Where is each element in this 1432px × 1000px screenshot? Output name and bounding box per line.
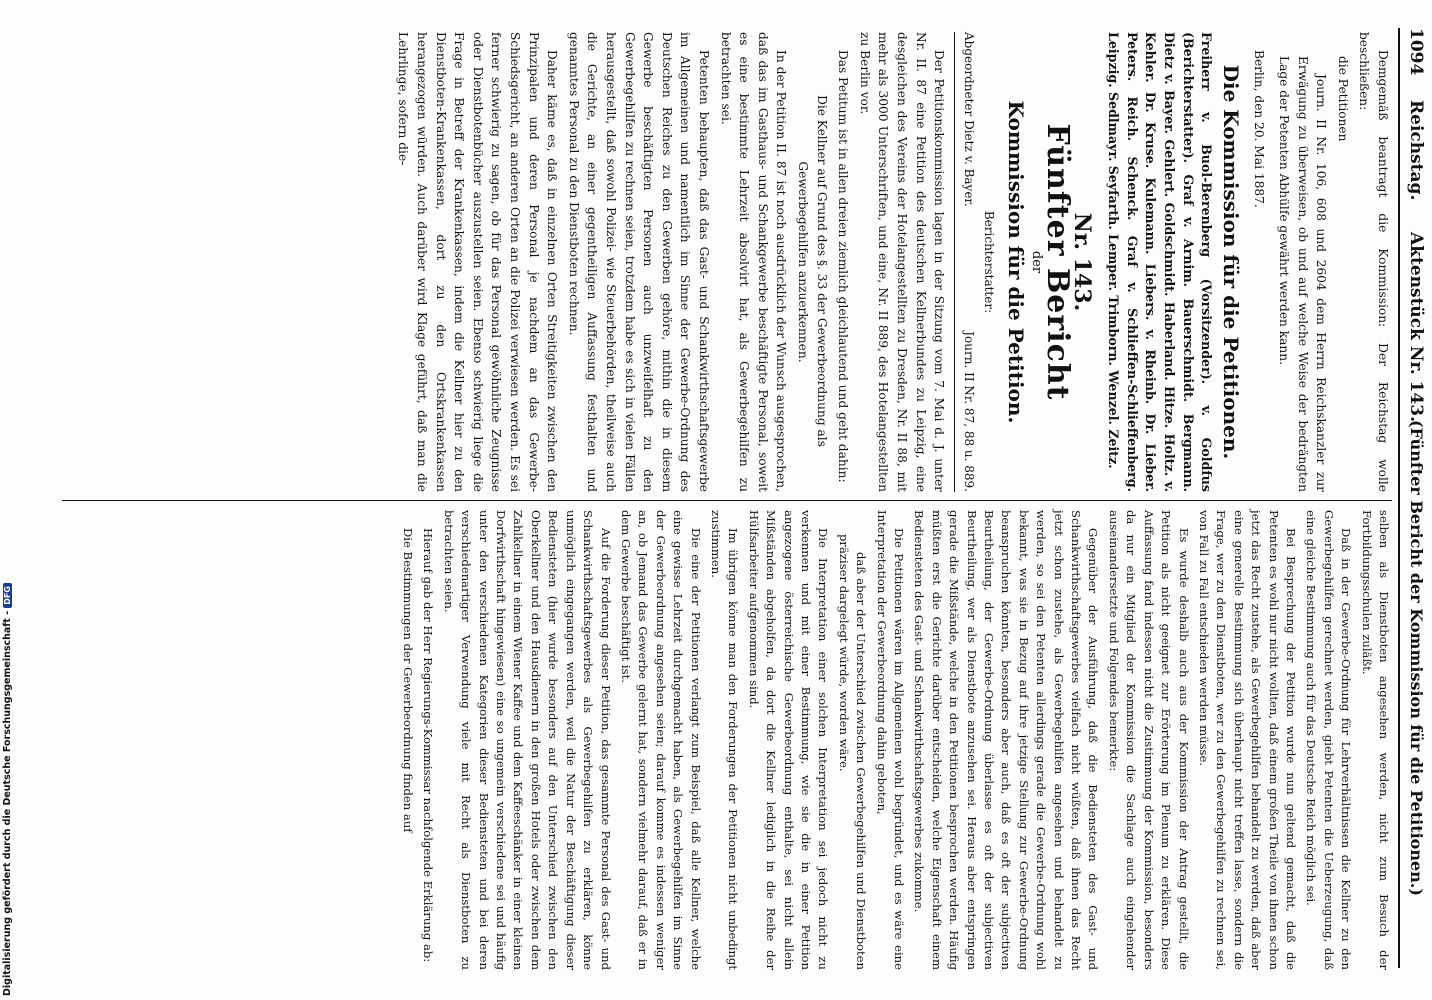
report-paragraph-1: Der Petitionskommission lagen in der Sitzung vom 7. Mai d. J. unter Nr. II. 87 eine Petition des deutschen Kellnerbundes zu Leipzig, eine desgleichen des Vereins der Hotelangestellten zu Dresden, Nr. II 88, mit mehr als 3000 Unterschriften, und eine, Nr. II 889, des Hotelangestellten zu Berlin vor. [857, 32, 947, 492]
aktenstueck-label: Aktenstück Nr. 143. [1406, 232, 1426, 423]
dfg-logo-icon: DFG [3, 583, 12, 608]
reporter-rule [954, 32, 955, 492]
signing-date: Berlin, den 20. Mai 1887. [1252, 50, 1267, 208]
right-paragraph-2: Daß in der Gewerbe-Ordnung für Lehrverhältnissen die Kellner zu den Gewerbegehilfen gerechnet werden, giebt Petenten die Ueberzeugung, daß eine gleiche Bestimmung auch für das Deutsche Reich möglich sei. [1304, 510, 1354, 970]
motion-text: Journ. II Nr. 106, 608 und 2604 dem Herrn Reichskanzler zur Erwägung zu überweisen, ob und auf welche Weise der bedrängten Lage der Petenten Abhülfe gewährt werden kann. [1277, 56, 1329, 492]
report-title: Fünfter Bericht [1040, 123, 1076, 401]
motion-intro: Demgemäß beantragt die Kommission: Der Reichstag wolle beschließen: [1357, 32, 1390, 492]
publication-name: Reichstag. [1406, 100, 1426, 201]
page-number: 1094 [1406, 28, 1426, 76]
report-paragraph-2: Das Petitum ist in allen dreien ziemlich gleichlautend und geht dahin: [836, 50, 851, 483]
right-paragraph-12: Hierauf gab der Herr Regierungs-Kommissar nachfolgende Erklärung ab: [421, 528, 436, 963]
journal-ref: Journ. II Nr. 87, 88 u. 889. [961, 331, 976, 492]
right-paragraph-3: Bei Besprechung der Petition wurde nun geltend gemacht, daß die Petenten es wohl nur nicht wollten, daß einem großen Theile von ihnen schon jetzt das Recht zustehe, als Gewerbegehilfen behandelt zu werden, daß aber eine generelle Bestimmung sich überhaupt nicht treffen lasse, sondern die Frage, wer zu den Dienstboten, wer zu den Gewerbegehilfen zu rechnen sei, von Fall zu Fall entschieden werden müsse. [1196, 510, 1298, 970]
credit-text: Digitalisierung gefördert durch die Deutsche Forschungsgemeinschaft - [2, 610, 13, 996]
right-paragraph-10: Die eine der Petitionen verlangt zum Beispiel, daß alle Kellner, welche eine gewisse Lehrzeit durchgemacht haben, als Gewerbegehilfen im Sinne der Gewerbeordnung angesehen seien; darauf komme es indessen weniger an, ob Jemand das Gewerbe gelernt hat, sondern vielmehr darauf, daß er in dem Gewerbe beschäftigt ist. [618, 510, 703, 970]
report-number: Nr. 143. [1068, 212, 1095, 312]
right-paragraph-1: selben als Dienstboten angesehen werden, nicht zum Besuch der Fortbildungsschulen zuläßt. [1359, 510, 1391, 970]
right-paragraph-8: Die Interpretation einer solchen Interpretation sei jedoch nicht zu verkennen und mit einer Bestimmung, wie sie die in einer Petition angezogene österreichische Gewerbeordnung enthalte, sei nicht allein Mißständen abgeholfen, da dort die Kellner lediglich in die Reihe der Hülfsarbeiter aufgenommen sind. [746, 510, 831, 970]
running-title: (Fünfter Bericht der Kommission für die Petitionen.) [1407, 420, 1426, 896]
column-divider [62, 500, 1392, 501]
right-paragraph-11: Auf die Forderung dieser Petition, das gesammte Personal des Gast- und Schankwirthschaftsgewerbes als Gewerbegehilfen zu erklären, könne unmöglich eingegangen werden, weil die Natur der Beschäftigung dieser Bediensteten (hier wurde besonders auf den Unterschied zwischen den Oberkellner und den Hausdienern in den großen Hotels oder zwischen dem Zahlkellner in einem Wiener Kaffee und dem Kaffeeschänker in einer kleinen Dorfwirthschaft hingewiesen) eine so ungemein verschiedene sei und häufig unter den verschiedenen Kategorien dieser Bediensteten und bei deren verschiedenartiger Verwendung viele mit Recht als Dienstboten zu betrachten seien. [441, 510, 613, 970]
report-paragraph-4: Petenten behaupten, daß das Gast- und Schankwirthschaftsgewerbe im Allgemeinen und namentlich im Sinne der Gewerbe-Ordnung des Deutschen Reiches zu den Gewerben gehöre, mithin die in diesem Gewerbe beschäftigten Personen auch unzweifelhaft zu den Gewerbegehilfen zu rechnen seien, trotzdem habe es sich in vielen Fällen herausgestellt, daß sowohl Polizei- wie Steuerbehörden, theilweise auch die Gerichte, an einer gegentheiligen Auffassung festhalten und genanntes Personal zu den Dienstboten rechnen. [566, 32, 711, 492]
right-column [396, 510, 1392, 970]
reporter-label: Berichterstatter: [982, 210, 997, 314]
report-subtitle: Kommission für die Petition. [1003, 100, 1028, 424]
commission-members: Freiherr v. Buol-Berenberg (Vorsitzender). v. Goldfus (Berichterstatter). Graf v. Arnim. Bauerschmidt. Bergmann. Dietz v. Bayer. Gehlert. Goldschmidt. Haberland. Hitze. Holtz. v. Kehler. Dr. Kruse. Kulemann. Liebers. v. Rheinb. Dr. Lieber. Peters. Reich. Schenck. Graf v. Schlieffen-Schlieffenberg. Leipzig. Sedlmayr. Seyfarth. Lemper. Trimborn. Wenzel. Zeitz. [1106, 32, 1215, 492]
report-der: der [1029, 250, 1045, 274]
right-paragraph-7: daß aber der Unterschied zwischen Gewerbegehilfen und Dienstboten präziser dargelegt würde, worden wäre. [836, 534, 869, 970]
header-rule [1398, 28, 1400, 968]
right-paragraph-4: Es wurde deshalb auch aus der Kommission der Antrag gestellt, die Petition als nicht geeignet zur Erörterung im Plenum zu erklären. Diese Auffassung fand indessen nicht die Zustimmung der Kommission, besonders da nur ein Mitglied der Kommission die Sachlage auch eingehender auseinandersetzte und Folgendes bemerkte: [1106, 510, 1191, 970]
report-paragraph-3: In der Petition II. 87 ist noch ausdrücklich der Wunsch ausgesprochen, daß das im Gasthaus- und Schankgewerbe beschäftigte Personal, soweit es eine bestimmte Lehrzeit absolvirt hat, als Gewerbegehilfen zu betrachten sei. [718, 32, 789, 492]
right-paragraph-5: Gegenüber der Ausführung, daß die Bediensteten des Gast- und Schankwirthschaftsgewerbes vielfach nicht wüßten, daß ihnen das Recht jetzt schon zustehe, als Gewerbegehilfen angesehen und behandelt zu werden, so sei den Petenten allerdings gerade die Gewerbe-Ordnung wohl bekannt, was sie in Bezug auf ihre jetzige Stellung zur Gewerbe-Ordnung beanspruchen könnten, besonders aber auch, daß es oft der subjectiven Beurtheilung, der Gewerbe-Ordnung überlasse es oft der subjectiven Beurtheilung, wer als Dienstbote anzusehen sei. Heraus aber entspringen gerade die Mißstände, welche in den Petitionen besprochen werden. Häufig müßten erst die Gerichte darüber entscheiden, welche Eigenschaft einem Bediensteten des Gast- und Schankwirthschaftsgewerbes zukomme. [912, 510, 1101, 970]
left-column [391, 32, 1392, 492]
right-paragraph-6: Die Petitionen wären im Allgemeinen wohl begründet, und es wäre eine Interpretation der Gewerbeordnung dahin geboten, [874, 510, 907, 970]
right-paragraph-13: Die Bestimmungen der Gewerbeordnung finden auf [401, 528, 416, 833]
reporter-row [959, 32, 978, 492]
commission-heading: Die Kommission für die Petitionen. [1218, 64, 1243, 460]
report-lede: Die Kellner auf Grund des §. 33 der Gewerbeordnung als Gewerbegehilfen anzuerkennen. [795, 95, 829, 447]
right-paragraph-9: Im übrigen könne man den Forderungen der Petitionen nicht unbedingt zustimmen. [708, 510, 741, 970]
reporter-name: Abgeordneter Dietz v. Bayer. [961, 32, 976, 207]
report-paragraph-5: Daher käme es, daß in einzelnen Orten Streitigkeiten zwischen den Prinzipalen und deren Personal je nachdem an das Gewerbe-Schiedsgericht, an anderen Orten an die Polizei verwiesen werden. Es sei ferner schwierig zu sagen, ob für das Personal gewöhnliche Zeugnisse oder Dienstbotenbücher auszustellen seien. Ebenso schwierig liege die Frage in Betreff der Krankenkassen, indem die Kellner hier zu den Dienstboten-Krankenkassen, dort zu den Ortskrankenkassen herangezogen würden. Auch darüber wird Klage geführt, daß man die Lehrlinge, sofern die- [396, 32, 560, 492]
digitization-credit [2, 586, 18, 996]
motion-line: die Petitionen [1335, 56, 1350, 142]
